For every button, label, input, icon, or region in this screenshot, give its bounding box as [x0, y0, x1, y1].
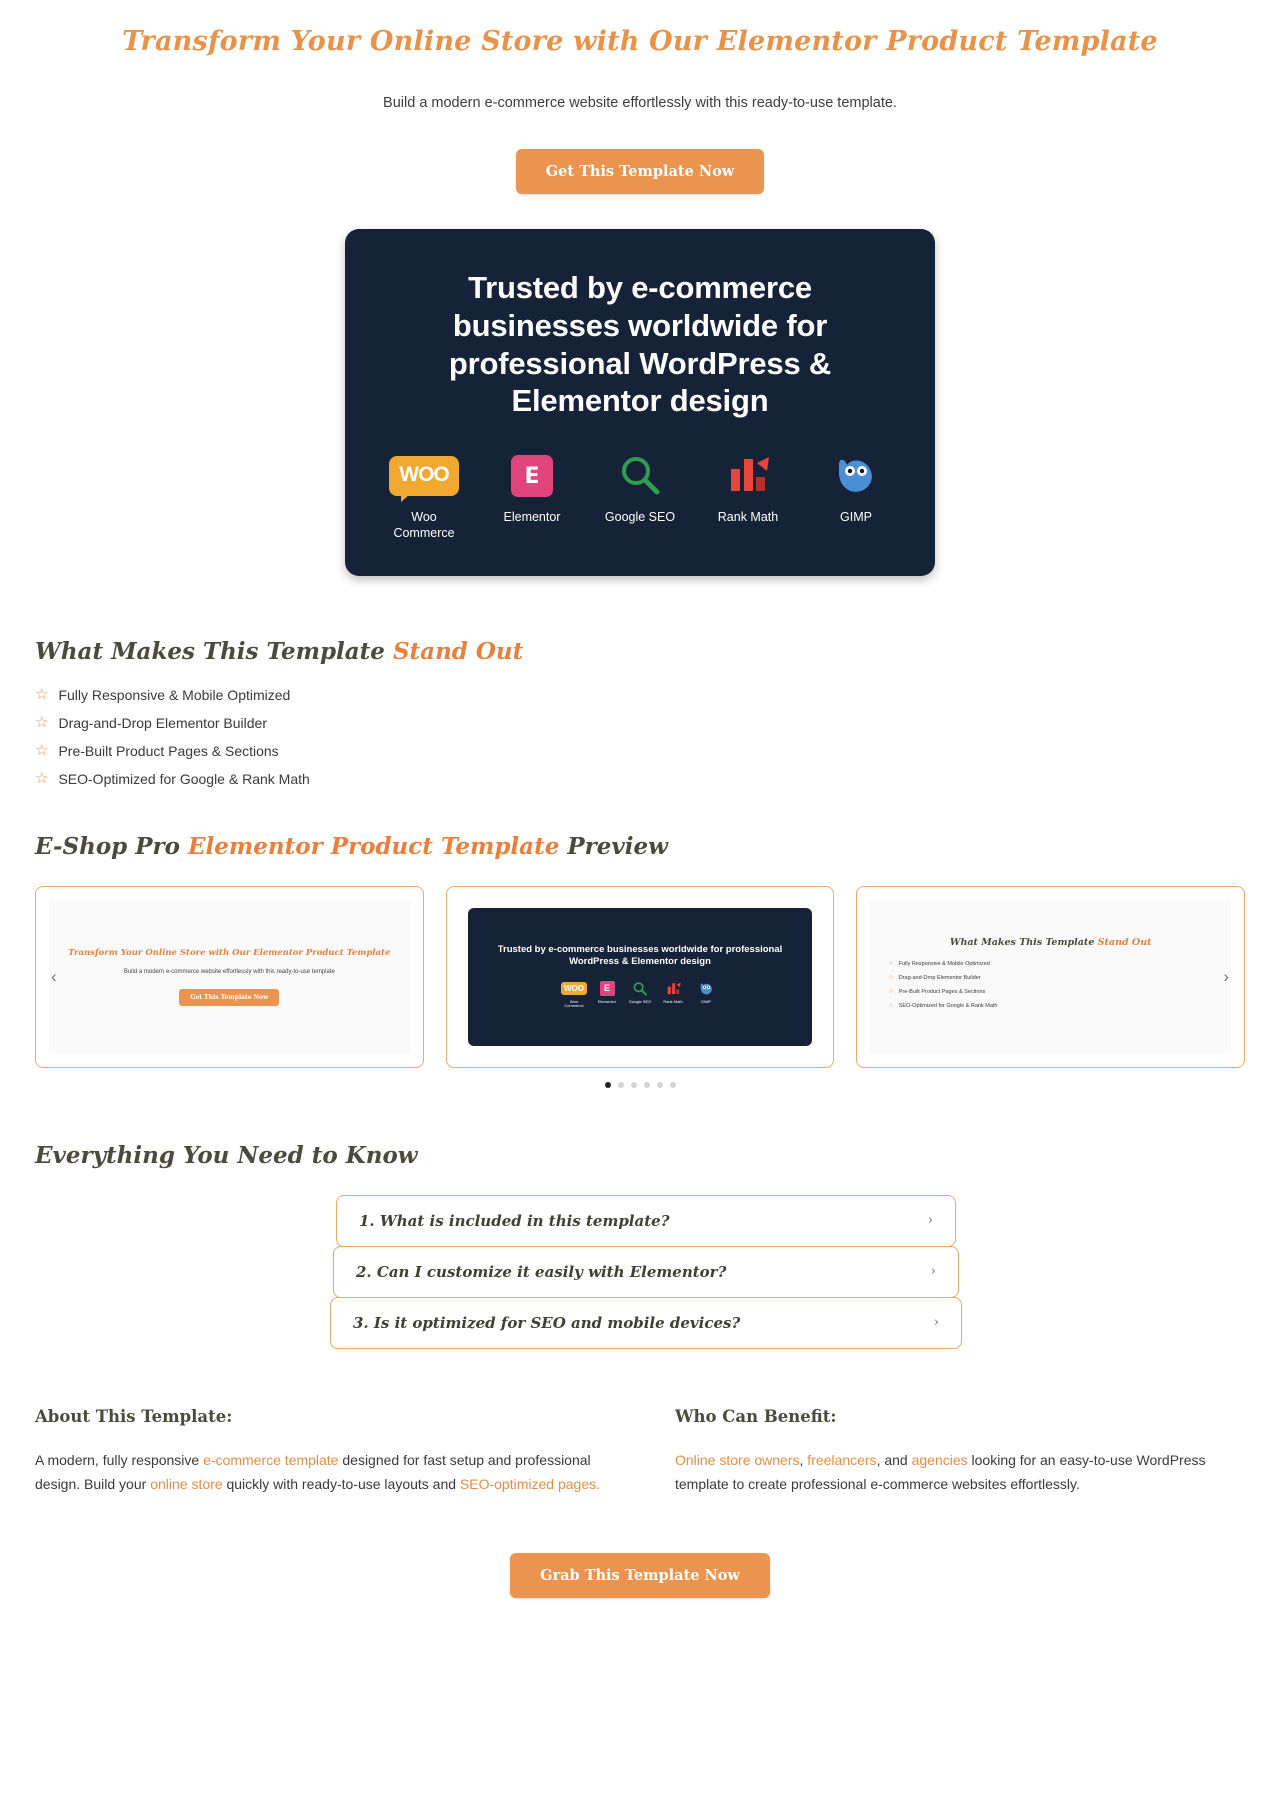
about-text-2: designed for fast setup and professional design. Build your — [35, 1451, 591, 1492]
rank-math-icon — [705, 450, 791, 502]
faq-item-3[interactable] — [330, 1297, 962, 1349]
slide-heading: Trusted by e-commerce businesses worldwide for professional WordPress & Elementor design — [497, 943, 783, 968]
chevron-right-icon: › — [933, 1315, 939, 1330]
carousel-dot-6[interactable] — [670, 1082, 676, 1088]
trust-card — [345, 229, 935, 576]
carousel-slide-2[interactable] — [446, 886, 835, 1068]
mini-logo-rank-math — [660, 981, 686, 1010]
faq-heading: Everything You Need to Know — [35, 1141, 418, 1169]
slide-feature-item — [888, 988, 1213, 995]
carousel-prev-button[interactable]: ‹ — [51, 966, 57, 986]
faq-question: 1. What is included in this template? — [359, 1211, 670, 1230]
benefit-link-2[interactable]: freelancers — [807, 1451, 877, 1468]
logo-item-google-seo — [597, 450, 683, 526]
benefit-text — [675, 1448, 1245, 1497]
google-search-icon — [597, 450, 683, 502]
feature-label: Pre-Built Product Pages & Sections — [58, 742, 279, 759]
carousel-dot-1[interactable] — [605, 1082, 611, 1088]
benefit-text-3: looking for an easy-to-use WordPress template to create professional e-commerce websites effortlessly. — [675, 1451, 1206, 1492]
carousel-next-button[interactable]: › — [1223, 966, 1229, 986]
preview-carousel — [35, 886, 1245, 1068]
chevron-right-icon: › — [927, 1213, 933, 1228]
benefit-column — [675, 1407, 1245, 1497]
trust-card-heading: Trusted by e-commerce businesses worldwide for professional WordPress & Elementor design — [448, 270, 832, 419]
logo-label: Elementor — [597, 998, 617, 1004]
trust-logo-list — [381, 450, 899, 541]
hero-subtitle: Build a modern e-commerce website effortlessly with this ready-to-use template. — [383, 95, 897, 111]
slide-preview-features — [870, 900, 1231, 1054]
slide-dark-card — [468, 908, 813, 1046]
slide-preview-dark — [460, 900, 821, 1054]
carousel-dots — [35, 1082, 1245, 1088]
logo-label: Elementor — [503, 510, 561, 525]
about-text-3: quickly with ready-to-use layouts and — [222, 1476, 460, 1492]
logo-label: Google SEO — [628, 998, 652, 1004]
about-heading: About This Template: — [35, 1406, 233, 1426]
logo-label: Google SEO — [604, 510, 676, 525]
about-link-3[interactable]: SEO-optimized pages. — [459, 1476, 600, 1492]
logo-item-gimp — [813, 450, 899, 526]
benefit-heading: Who Can Benefit: — [675, 1406, 837, 1426]
logo-label: GIMP — [840, 510, 872, 525]
logo-item-elementor — [489, 450, 575, 526]
logo-label: Rank Math — [717, 510, 779, 525]
about-column — [35, 1407, 605, 1497]
preview-heading-accent: Elementor Product Template — [188, 832, 560, 860]
feature-item — [35, 715, 1245, 731]
bottom-columns — [35, 1407, 1245, 1497]
benefit-link-1[interactable]: Online store owners — [675, 1451, 800, 1468]
star-icon: ☆ — [888, 989, 894, 995]
slide-cta-button: Get This Template Now — [179, 989, 279, 1006]
star-icon: ☆ — [35, 742, 49, 759]
mini-logo-woocommerce: WOO Woo Commerce — [561, 981, 587, 1010]
logo-label: Rank Math — [663, 998, 683, 1004]
get-template-button[interactable]: Get This Template Now — [516, 149, 765, 194]
star-icon: ☆ — [888, 1003, 894, 1009]
carousel-dot-3[interactable] — [631, 1082, 637, 1088]
about-text-1: A modern, fully responsive — [35, 1451, 204, 1468]
slide-title — [888, 937, 1213, 948]
feature-label: Drag-and-Drop Elementor Builder — [58, 714, 267, 731]
carousel-slide-1[interactable] — [35, 886, 424, 1068]
feature-item — [35, 771, 1245, 787]
feature-label: SEO-Optimized for Google & Rank Math — [58, 770, 310, 787]
slide-title: Transform Your Online Store with Our Elementor Product Template — [68, 947, 391, 958]
slide-title-main: What Makes This Template — [949, 937, 1098, 948]
woocommerce-icon — [381, 450, 467, 502]
mini-logo-gimp — [693, 981, 719, 1010]
about-link-2[interactable]: online store — [150, 1476, 223, 1492]
feature-item — [35, 687, 1245, 703]
star-icon: ☆ — [888, 961, 894, 967]
google-search-icon — [627, 981, 653, 997]
feature-label: SEO-Optimized for Google & Rank Math — [898, 1002, 998, 1009]
faq-item-1[interactable] — [336, 1195, 956, 1247]
logo-label: Woo Commerce — [564, 998, 584, 1009]
about-link-1[interactable]: e-commerce template — [203, 1451, 339, 1468]
preview-heading-pre: E-Shop Pro — [35, 832, 189, 860]
feature-item — [35, 743, 1245, 759]
slide-feature-item — [888, 960, 1213, 967]
star-icon: ☆ — [888, 975, 894, 981]
feature-label: Fully Responsive & Mobile Optimized — [58, 686, 291, 703]
elementor-icon-glyph: E — [511, 455, 553, 497]
slide-feature-item — [888, 1002, 1213, 1009]
features-list — [35, 687, 1245, 787]
elementor-icon — [489, 450, 575, 502]
mini-logo-elementor: E Elementor — [594, 981, 620, 1010]
page-title: Transform Your Online Store with Our Elementor Product Template — [122, 26, 1158, 57]
chevron-right-icon: › — [930, 1264, 936, 1279]
benefit-text-2: , and — [876, 1451, 912, 1468]
star-icon: ☆ — [35, 770, 49, 787]
star-icon: ☆ — [35, 686, 49, 703]
faq-question: 2. Can I customize it easily with Elementor? — [356, 1262, 727, 1281]
feature-label: Fully Responsive & Mobile Optimized — [898, 960, 990, 967]
logo-item-woocommerce — [381, 450, 467, 541]
logo-item-rank-math — [705, 450, 791, 526]
slide-title-accent: Stand Out — [1097, 937, 1152, 948]
gimp-icon — [693, 981, 719, 997]
preview-heading — [35, 833, 1245, 860]
features-heading-accent: Stand Out — [392, 637, 524, 665]
faq-question: 3. Is it optimized for SEO and mobile devices? — [353, 1313, 741, 1332]
benefit-text-1: , — [799, 1451, 808, 1468]
rank-math-icon — [660, 981, 686, 997]
mini-logo-google-seo — [627, 981, 653, 1010]
about-text — [35, 1448, 605, 1497]
content-wrap — [35, 638, 1245, 1638]
logo-label: GIMP — [700, 998, 712, 1004]
slide-logo-list — [561, 981, 719, 1010]
carousel-dot-5[interactable] — [657, 1082, 663, 1088]
woocommerce-icon-glyph: WOO — [389, 456, 459, 496]
preview-heading-post: Preview — [559, 832, 668, 860]
faq-item-2[interactable] — [333, 1246, 959, 1298]
benefit-link-3[interactable]: agencies — [911, 1451, 968, 1468]
features-heading — [35, 638, 1245, 665]
carousel-slide-3[interactable] — [856, 886, 1245, 1068]
carousel-dot-4[interactable] — [644, 1082, 650, 1088]
faq-list — [330, 1195, 950, 1349]
slide-subtitle: Build a modern e-commerce website effortlessly with this ready-to-use template — [123, 968, 335, 975]
feature-label: Pre-Built Product Pages & Sections — [898, 988, 986, 995]
features-heading-main: What Makes This Template — [35, 637, 393, 665]
slide-preview-hero — [49, 900, 410, 1054]
star-icon: ☆ — [35, 714, 49, 731]
logo-label: Woo Commerce — [393, 510, 455, 540]
carousel-dot-2[interactable] — [618, 1082, 624, 1088]
hero-cta-wrap — [0, 149, 1280, 194]
grab-template-button[interactable]: Grab This Template Now — [510, 1553, 770, 1598]
slide-feature-item — [888, 974, 1213, 981]
gimp-icon — [813, 450, 899, 502]
bottom-cta-wrap — [35, 1553, 1245, 1638]
feature-label: Drag-and-Drop Elementor Builder — [898, 974, 981, 981]
